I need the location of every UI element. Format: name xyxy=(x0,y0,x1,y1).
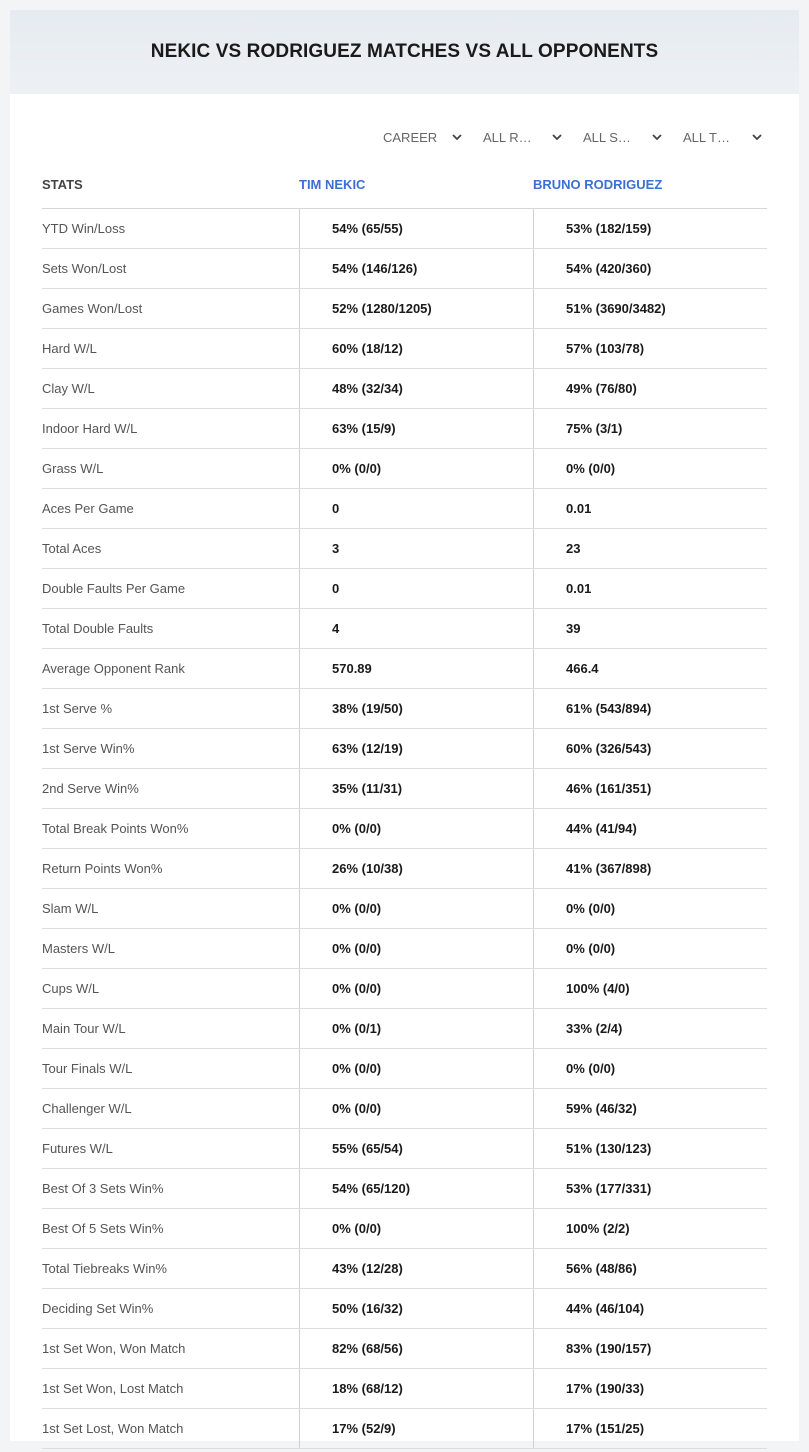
table-row xyxy=(42,1249,767,1289)
player1-value: 0% (0/1) xyxy=(299,1009,533,1048)
table-row xyxy=(42,969,767,1009)
table-row xyxy=(42,929,767,969)
table-row xyxy=(42,809,767,849)
player1-value: 0% (0/0) xyxy=(299,969,533,1008)
table-row xyxy=(42,649,767,689)
stat-label: 1st Serve Win% xyxy=(42,741,135,756)
player1-value: 35% (11/31) xyxy=(299,769,533,808)
player1-value: 38% (19/50) xyxy=(299,689,533,728)
table-row xyxy=(42,1329,767,1369)
stat-label: Average Opponent Rank xyxy=(42,661,185,676)
player1-value: 54% (65/120) xyxy=(299,1169,533,1208)
card-header xyxy=(10,10,799,94)
player2-value: 51% (130/123) xyxy=(533,1129,767,1168)
player1-value: 0% (0/0) xyxy=(299,889,533,928)
player1-value: 43% (12/28) xyxy=(299,1249,533,1288)
chevron-down-icon xyxy=(751,131,763,143)
player1-value: 55% (65/54) xyxy=(299,1129,533,1168)
stat-label: Slam W/L xyxy=(42,901,99,916)
table-row xyxy=(42,409,767,449)
player1-value: 3 xyxy=(299,529,533,568)
stat-label: 1st Set Lost, Won Match xyxy=(42,1421,184,1436)
player1-value: 54% (65/55) xyxy=(299,209,533,248)
table-row xyxy=(42,1089,767,1129)
player2-value: 51% (3690/3482) xyxy=(533,289,767,328)
player2-value: 0% (0/0) xyxy=(533,889,767,928)
player1-value: 50% (16/32) xyxy=(299,1289,533,1328)
player1-value: 4 xyxy=(299,609,533,648)
stat-label: Deciding Set Win% xyxy=(42,1301,154,1316)
table-row xyxy=(42,729,767,769)
player2-value: 0% (0/0) xyxy=(533,449,767,488)
player2-value: 83% (190/157) xyxy=(533,1329,767,1368)
table-row xyxy=(42,1129,767,1169)
player2-value: 39 xyxy=(533,609,767,648)
stat-label: Tour Finals W/L xyxy=(42,1061,133,1076)
table-row xyxy=(42,1009,767,1049)
player2-value: 44% (46/104) xyxy=(533,1289,767,1328)
column-header-stats: STATS xyxy=(42,176,83,192)
player2-value: 56% (48/86) xyxy=(533,1249,767,1288)
player1-value: 18% (68/12) xyxy=(299,1369,533,1408)
stat-label: Best Of 3 Sets Win% xyxy=(42,1181,164,1196)
table-row xyxy=(42,1169,767,1209)
player1-value: 60% (18/12) xyxy=(299,329,533,368)
table-row xyxy=(42,769,767,809)
filter-surface-dropdown[interactable] xyxy=(567,126,667,148)
player2-value: 60% (326/543) xyxy=(533,729,767,768)
column-header-player1[interactable]: TIM NEKIC xyxy=(299,176,366,192)
player2-value: 0% (0/0) xyxy=(533,929,767,968)
player1-value: 52% (1280/1205) xyxy=(299,289,533,328)
filter-period-dropdown[interactable] xyxy=(367,126,467,148)
table-row xyxy=(42,569,767,609)
page-title: NEKIC VS RODRIGUEZ MATCHES VS ALL OPPONENTS xyxy=(150,41,659,62)
player2-value: 466.4 xyxy=(533,649,767,688)
player2-value: 0.01 xyxy=(533,489,767,528)
stat-label: YTD Win/Loss xyxy=(42,221,126,236)
player2-value: 61% (543/894) xyxy=(533,689,767,728)
table-row xyxy=(42,289,767,329)
stat-label: Best Of 5 Sets Win% xyxy=(42,1221,164,1236)
stat-label: 2nd Serve Win% xyxy=(42,781,139,796)
player1-value: 63% (12/19) xyxy=(299,729,533,768)
stat-label: Futures W/L xyxy=(42,1141,113,1156)
player2-value: 46% (161/351) xyxy=(533,769,767,808)
player2-value: 17% (190/33) xyxy=(533,1369,767,1408)
table-row xyxy=(42,209,767,249)
player1-value: 0% (0/0) xyxy=(299,929,533,968)
chevron-down-icon xyxy=(651,131,663,143)
player2-value: 53% (182/159) xyxy=(533,209,767,248)
table-row xyxy=(42,689,767,729)
stat-label: Indoor Hard W/L xyxy=(42,421,138,436)
stat-label: Return Points Won% xyxy=(42,861,163,876)
table-row xyxy=(42,849,767,889)
table-row xyxy=(42,329,767,369)
table-row xyxy=(42,1289,767,1329)
table-row xyxy=(42,1209,767,1249)
table-row xyxy=(42,449,767,489)
filter-label: CAREER xyxy=(383,129,438,145)
player2-value: 0.01 xyxy=(533,569,767,608)
player2-value: 100% (4/0) xyxy=(533,969,767,1008)
table-row xyxy=(42,249,767,289)
player2-value: 54% (420/360) xyxy=(533,249,767,288)
stat-label: Total Break Points Won% xyxy=(42,821,189,836)
stat-label: Main Tour W/L xyxy=(42,1021,126,1036)
table-row xyxy=(42,369,767,409)
player1-value: 0 xyxy=(299,569,533,608)
player2-value: 53% (177/331) xyxy=(533,1169,767,1208)
stat-label: Challenger W/L xyxy=(42,1101,132,1116)
player2-value: 100% (2/2) xyxy=(533,1209,767,1248)
table-row xyxy=(42,1409,767,1449)
player1-value: 82% (68/56) xyxy=(299,1329,533,1368)
player1-value: 0% (0/0) xyxy=(299,1209,533,1248)
column-header-player2[interactable]: BRUNO RODRIGUEZ xyxy=(533,176,663,192)
stat-label: 1st Set Won, Lost Match xyxy=(42,1381,184,1396)
table-row xyxy=(42,889,767,929)
player2-value: 23 xyxy=(533,529,767,568)
chevron-down-icon xyxy=(551,131,563,143)
player2-value: 0% (0/0) xyxy=(533,1049,767,1088)
stat-label: Clay W/L xyxy=(42,381,95,396)
player2-value: 44% (41/94) xyxy=(533,809,767,848)
stats-table xyxy=(42,160,767,1449)
table-row xyxy=(42,529,767,569)
stat-label: Total Aces xyxy=(42,541,102,556)
player2-value: 49% (76/80) xyxy=(533,369,767,408)
stat-label: 1st Serve % xyxy=(42,701,113,716)
table-row xyxy=(42,1049,767,1089)
stat-label: Grass W/L xyxy=(42,461,104,476)
table-header xyxy=(42,160,767,209)
stat-label: Total Tiebreaks Win% xyxy=(42,1261,167,1276)
player1-value: 63% (15/9) xyxy=(299,409,533,448)
stat-label: Total Double Faults xyxy=(42,621,154,636)
player1-value: 0% (0/0) xyxy=(299,1089,533,1128)
stats-card xyxy=(10,10,799,1441)
player1-value: 26% (10/38) xyxy=(299,849,533,888)
filter-label: ALL S… xyxy=(583,129,631,145)
player2-value: 17% (151/25) xyxy=(533,1409,767,1448)
player1-value: 0% (0/0) xyxy=(299,1049,533,1088)
filter-bar xyxy=(367,126,767,148)
stat-label: Masters W/L xyxy=(42,941,115,956)
stat-label: Aces Per Game xyxy=(42,501,134,516)
chevron-down-icon xyxy=(451,131,463,143)
player1-value: 0% (0/0) xyxy=(299,449,533,488)
player2-value: 41% (367/898) xyxy=(533,849,767,888)
stat-label: Double Faults Per Game xyxy=(42,581,186,596)
filter-round-dropdown[interactable] xyxy=(467,126,567,148)
table-row xyxy=(42,1369,767,1409)
filter-label: ALL T… xyxy=(683,129,730,145)
player2-value: 59% (46/32) xyxy=(533,1089,767,1128)
filter-label: ALL R… xyxy=(483,129,532,145)
stat-label: Hard W/L xyxy=(42,341,97,356)
stat-label: Games Won/Lost xyxy=(42,301,143,316)
player1-value: 570.89 xyxy=(299,649,533,688)
player1-value: 17% (52/9) xyxy=(299,1409,533,1448)
stat-label: 1st Set Won, Won Match xyxy=(42,1341,186,1356)
player2-value: 57% (103/78) xyxy=(533,329,767,368)
table-row xyxy=(42,609,767,649)
player2-value: 33% (2/4) xyxy=(533,1009,767,1048)
player1-value: 0 xyxy=(299,489,533,528)
stat-label: Sets Won/Lost xyxy=(42,261,127,276)
player1-value: 54% (146/126) xyxy=(299,249,533,288)
player1-value: 48% (32/34) xyxy=(299,369,533,408)
table-body xyxy=(42,209,767,1449)
stat-label: Cups W/L xyxy=(42,981,100,996)
player1-value: 0% (0/0) xyxy=(299,809,533,848)
filter-tournament-dropdown[interactable] xyxy=(667,126,767,148)
player2-value: 75% (3/1) xyxy=(533,409,767,448)
table-row xyxy=(42,489,767,529)
